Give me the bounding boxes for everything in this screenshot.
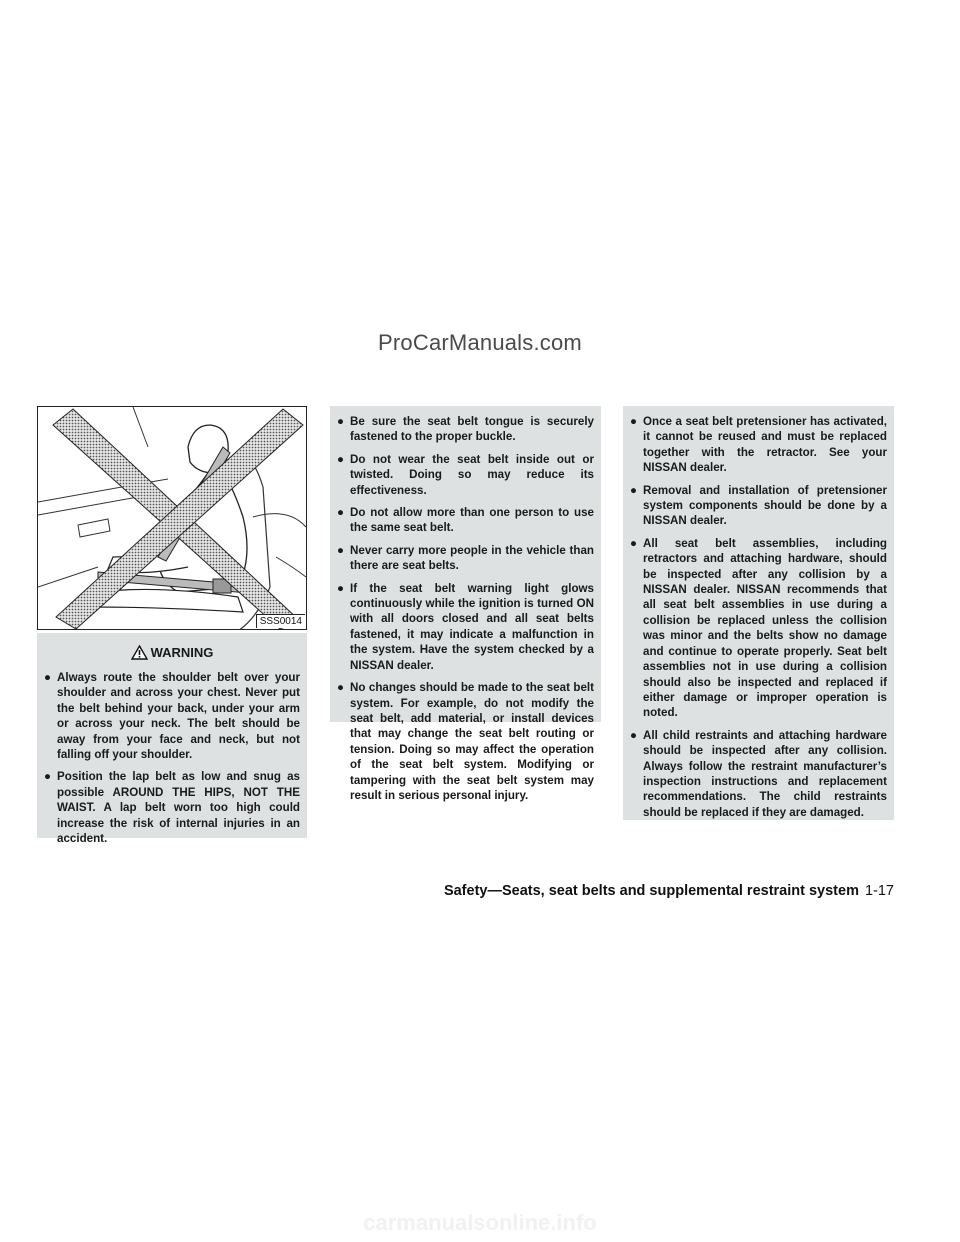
page-footer — [444, 883, 894, 899]
bullet: ● — [44, 671, 52, 684]
list-item: ● Always route the shoulder belt over your shoulder and across your chest. Never put the belt behind your back, under your arm or across your neck. The belt should be away from your face and neck, but not falling off your shoulder. — [44, 671, 300, 762]
watermark-carmanualsonline: carmanualsonline.info — [363, 1210, 597, 1235]
bullet: ● — [337, 415, 345, 428]
bullet: ● — [337, 581, 345, 595]
bullet: ● — [630, 415, 638, 428]
warning-column-3 — [623, 406, 894, 820]
list-item: ● Never carry more people in the vehicle than there are seat belts. — [337, 543, 594, 573]
warning-heading — [44, 645, 300, 660]
bullet: ● — [337, 681, 345, 695]
warning-title: WARNING — [150, 645, 214, 660]
list-item: ● Removal and installation of pretensioner system components should be done by a NISSAN dealer. — [630, 483, 887, 528]
incorrect-seatbelt-figure — [37, 406, 307, 630]
bullet: ● — [337, 543, 345, 557]
watermark-procarmanuals: ProCarManuals.com — [378, 330, 582, 355]
bullet: ● — [630, 536, 638, 550]
list-item: ● All seat belt assemblies, including retractors and attaching hardware, should be inspected after any collision by a NISSAN dealer. NISSAN recommends that all seat belt assemblies in use during a collision be replaced unless the collision was minor and the belts show no damage and continue to operate properly. Seat belt assemblies not in use during a collision should also be inspected and replaced if either damage or improper operation is noted. — [630, 536, 887, 720]
bullet: ● — [630, 483, 638, 497]
list-item: ● No changes should be made to the seat belt system. For example, do not modify the seat belt, add material, or install devices that may change the seat belt routing or tension. Doing so may affect the operation of the seat belt system. Modifying or tampering with the seat belt system may result in serious personal injury. — [337, 681, 594, 802]
bullet: ● — [630, 728, 638, 742]
bullet: ● — [337, 452, 345, 466]
list-item: ● Be sure the seat belt tongue is securely fastened to the proper buckle. — [337, 415, 594, 444]
footer-section-title: Safety—Seats, seat belts and supplemental restraint system — [443, 883, 859, 899]
list-item: ● Position the lap belt as low and snug as possible AROUND THE HIPS, NOT THE WAIST. A lap belt worn too high could increase the risk of internal injuries in an accident. — [44, 770, 300, 846]
warning-triangle-icon — [131, 645, 148, 660]
page-number: 1-17 — [864, 883, 894, 899]
figure-label: SSS0014 — [256, 614, 305, 628]
bullet: ● — [44, 770, 52, 784]
incorrect-belt-illustration — [38, 407, 307, 630]
bullet: ● — [337, 506, 345, 520]
list-item: ● All child restraints and attaching hardware should be inspected after any collision. Always follow the restraint manufacturer’s inspection instructions and replacement recommendations. The child restraints should be replaced if they are damaged. — [630, 728, 887, 819]
list-item: ● Do not wear the seat belt inside out or twisted. Doing so may reduce its effectiveness. — [337, 452, 594, 497]
warning-column-2 — [330, 406, 601, 802]
list-item: ● Do not allow more than one person to use the same seat belt. — [337, 506, 594, 535]
list-item: ● If the seat belt warning light glows continuously while the ignition is turned ON with all doors closed and all seat belts fastened, it may indicate a malfunction in the system. Have the system checked by a NISSAN dealer. — [337, 581, 594, 672]
list-item: ● Once a seat belt pretensioner has activated, it cannot be reused and must be replaced together with the retractor. See your NISSAN dealer. — [630, 415, 887, 475]
warning-column-1 — [37, 633, 307, 846]
